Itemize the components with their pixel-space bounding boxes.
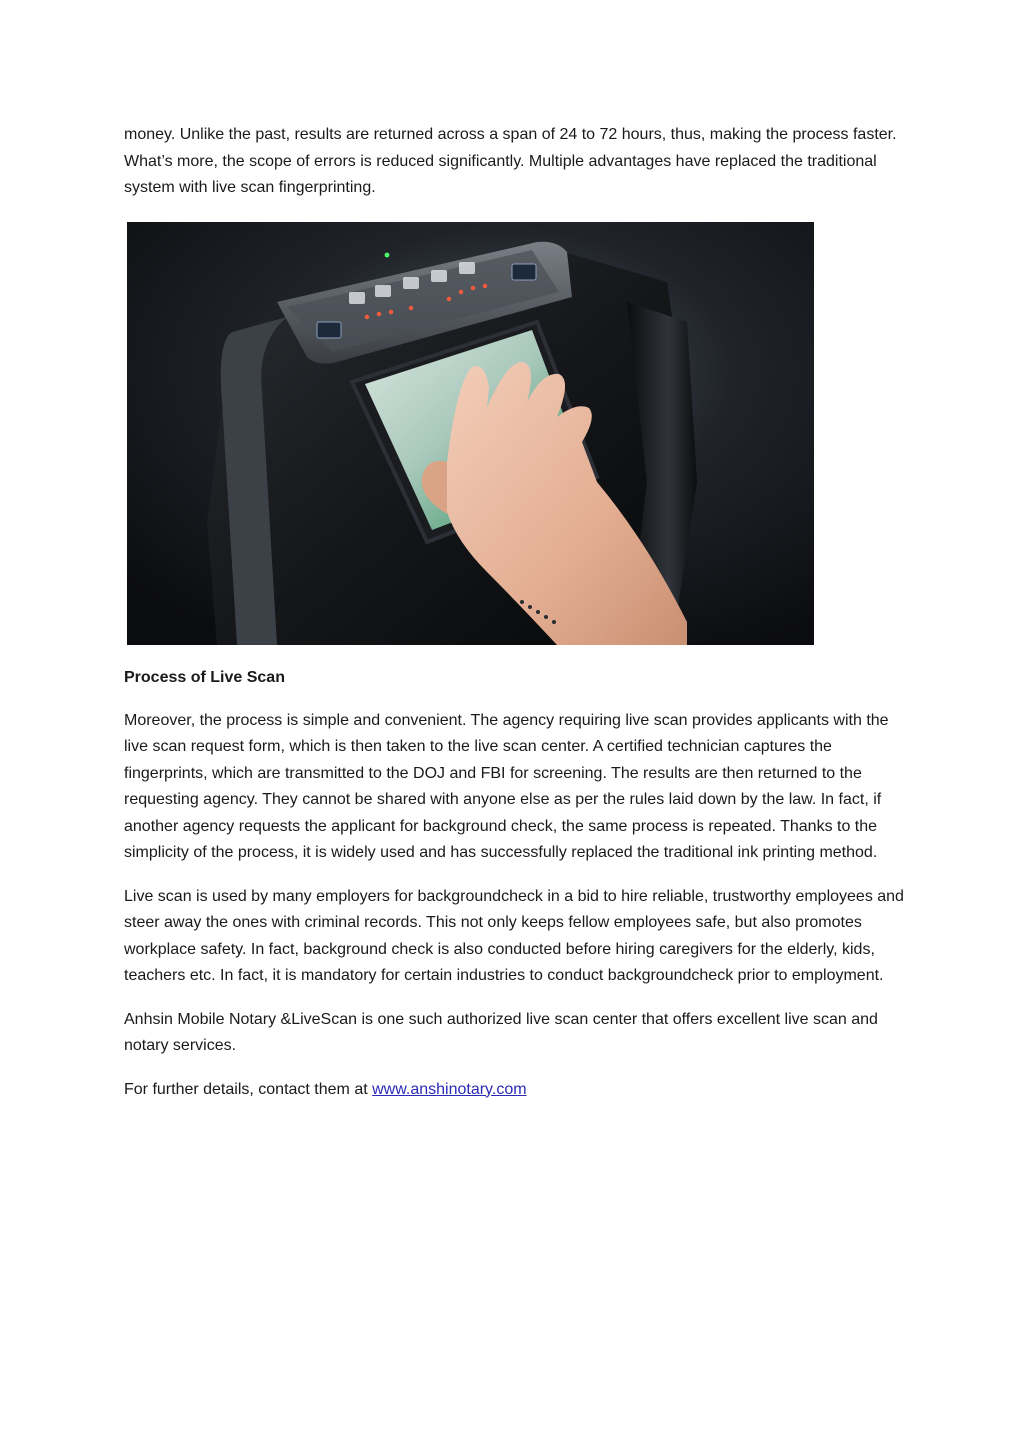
contact-prefix: For further details, contact them at xyxy=(124,1080,373,1098)
process-paragraph: Moreover, the process is simple and convenient. The agency requiring live scan provides applicants with the live scan request form, which is then taken to the live scan center. A certified technician captures the fingerprints, which are transmitted to the DOJ and FBI for screening. The results are then returned to the requesting agency. They cannot be shared with anyone else as per the rules laid down by the law. In fact, if another agency requests the applicant for background check, the same process is repeated. Thanks to the simplicity of the process, it is widely used and has successfully replaced the traditional ink printing method. xyxy=(124,711,889,861)
intro-paragraph: money. Unlike the past, results are returned across a span of 24 to 72 hours, thus, making the process faster. What’s more, the scope of errors is reduced significantly. Multiple advantages have replaced the traditional system with live scan fingerprinting. xyxy=(124,126,897,196)
center-paragraph: Anhsin Mobile Notary &LiveScan is one such authorized live scan center that offers excellent live scan and notary services. xyxy=(124,1010,878,1054)
section-heading: Process of Live Scan xyxy=(124,668,285,686)
fingerprint-scanner-photo xyxy=(127,222,814,645)
contact-paragraph xyxy=(124,1077,904,1104)
document-page xyxy=(124,122,904,1103)
employers-paragraph: Live scan is used by many employers for backgroundcheck in a bid to hire reliable, trustworthy employees and steer away the ones with criminal records. This not only keeps fellow employees safe, but also promotes workplace safety. In fact, background check is also conducted before hiring caregivers for the elderly, kids, teachers etc. In fact, it is mandatory for certain industries to conduct backgroundcheck prior to employment. xyxy=(124,887,904,984)
website-link[interactable]: www.anshinotary.com xyxy=(372,1080,527,1098)
